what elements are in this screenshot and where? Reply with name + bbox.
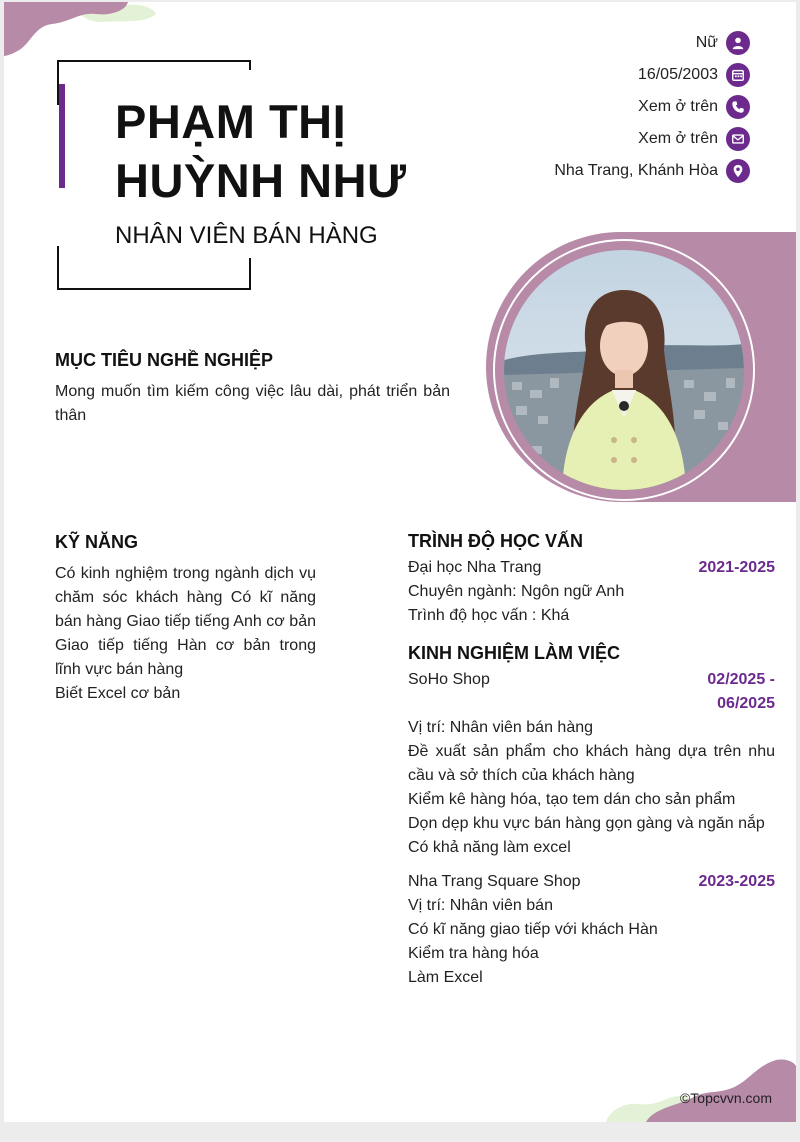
- name-frame-right-top: [249, 60, 251, 70]
- education-heading: TRÌNH ĐỘ HỌC VẤN: [408, 531, 583, 551]
- job-1-period-end: 06/2025: [717, 695, 775, 712]
- objective-heading: MỤC TIÊU NGHỀ NGHIỆP: [55, 350, 274, 370]
- contact-address: [420, 159, 750, 183]
- phone-icon: [726, 95, 750, 119]
- name-frame-bottom: [57, 288, 251, 290]
- job-1-line: Kiểm kê hàng hóa, tạo tem dán cho sản phẩm: [408, 791, 736, 808]
- avatar: [504, 250, 744, 490]
- top-left-decoration: [4, 2, 164, 62]
- job-2-company: Nha Trang Square Shop: [408, 873, 581, 890]
- job-1-line: Dọn dẹp khu vực bán hàng gọn gàng và ngăn nắp: [408, 815, 765, 832]
- job-entry-1: [408, 668, 775, 716]
- resume-page: [4, 2, 796, 1122]
- skills-extra: Biết Excel cơ bản: [55, 685, 181, 702]
- job-title: NHÂN VIÊN BÁN HÀNG: [115, 222, 378, 249]
- contact-email: [420, 127, 750, 151]
- job-1-company: SoHo Shop: [408, 671, 490, 688]
- address-text: Nha Trang, Khánh Hòa: [554, 162, 718, 179]
- skills-description: Có kinh nghiệm trong ngành dịch vụ chăm sóc khách hàng Có kĩ năng bán hàng Giao tiếp tiếng Anh cơ bản Giao tiếp tiếng Hàn cơ bản trong lĩnh vực bán hàng: [55, 565, 316, 678]
- education-major: Chuyên ngành: Ngôn ngữ Anh: [408, 583, 625, 600]
- location-pin-icon: [726, 159, 750, 183]
- experience-heading: KINH NGHIỆM LÀM VIỆC: [408, 643, 621, 663]
- job-2-line: Có kĩ năng giao tiếp với khách Hàn: [408, 921, 658, 938]
- job-1-period-start: 02/2025 -: [707, 671, 775, 688]
- job-1-line: Có khả năng làm excel: [408, 839, 571, 856]
- job-1-period: [707, 668, 775, 716]
- phone-text: Xem ở trên: [638, 98, 718, 115]
- mail-icon: [726, 127, 750, 151]
- education-school: Đại học Nha Trang: [408, 559, 542, 576]
- job-2-line: Làm Excel: [408, 969, 483, 986]
- email-text: Xem ở trên: [638, 130, 718, 147]
- job-2-details: [408, 894, 775, 990]
- job-entry-2: [408, 870, 775, 894]
- name-frame-right-bottom: [249, 258, 251, 290]
- education-entry: [408, 556, 775, 580]
- birthday-text: 16/05/2003: [637, 66, 718, 83]
- calendar-icon: [726, 63, 750, 87]
- education-level: Trình độ học vấn : Khá: [408, 607, 570, 624]
- name-accent-bar: [59, 84, 65, 188]
- name-frame-left-bottom: [57, 246, 59, 290]
- candidate-name: [115, 92, 445, 210]
- footer-copyright[interactable]: ©Topcvvn.com: [679, 1090, 772, 1106]
- gender-text: Nữ: [695, 34, 718, 51]
- education-period: 2021-2025: [698, 559, 775, 576]
- portrait-image: [504, 250, 744, 490]
- job-2-line: Vị trí: Nhân viên bán: [408, 897, 553, 914]
- contact-birthday: [420, 63, 750, 87]
- skills-heading: KỸ NĂNG: [55, 532, 139, 552]
- objective-text: Mong muốn tìm kiếm công việc lâu dài, phát triển bản thân: [55, 383, 450, 424]
- job-2-period: 2023-2025: [698, 873, 775, 890]
- skills-text: [55, 562, 316, 706]
- user-icon: [726, 31, 750, 55]
- contact-phone: [420, 95, 750, 119]
- job-2-line: Kiểm tra hàng hóa: [408, 945, 539, 962]
- name-frame-top: [57, 60, 251, 62]
- name-line-1: PHẠM THỊ: [115, 95, 347, 148]
- contact-gender: [420, 31, 750, 55]
- name-line-2: HUỲNH NHƯ: [115, 154, 407, 207]
- job-1-line: Vị trí: Nhân viên bán hàng: [408, 719, 594, 736]
- job-1-details: [408, 716, 775, 860]
- job-1-line: Đề xuất sản phẩm cho khách hàng dựa trên nhu cầu và sở thích của khách hàng: [408, 743, 775, 784]
